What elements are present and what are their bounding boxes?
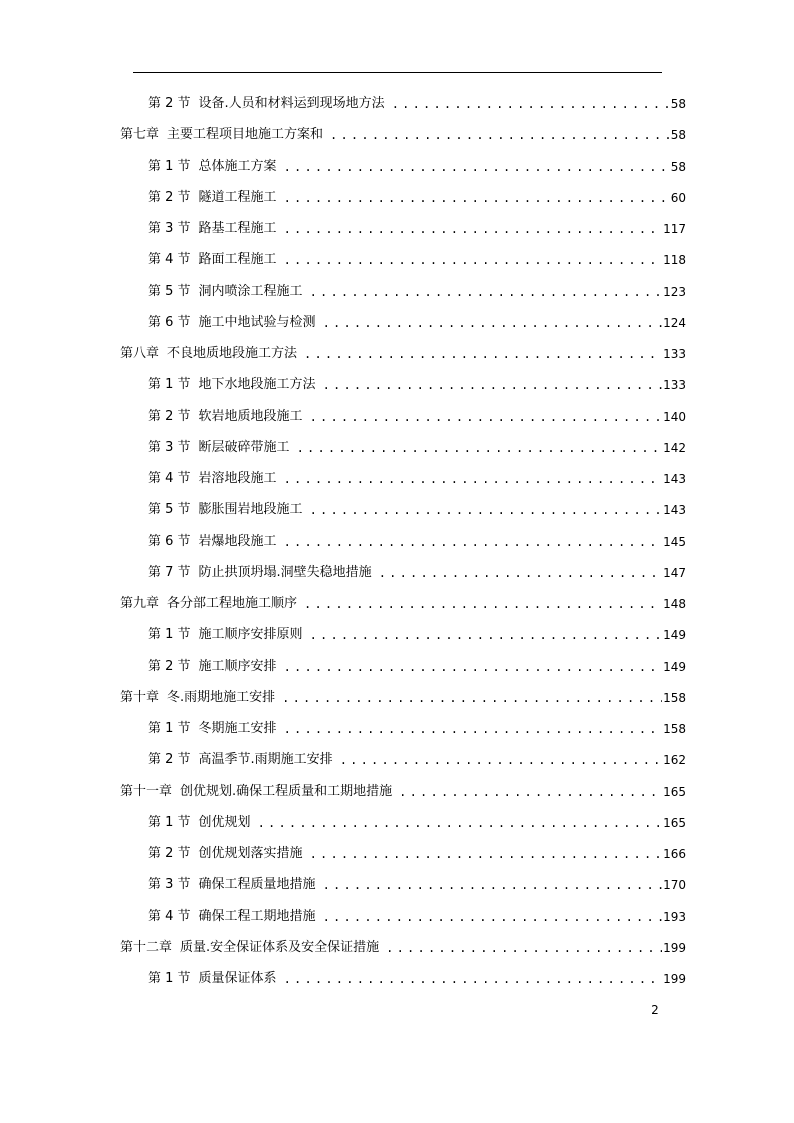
toc-entry-title: 设备.人员和材料运到现场地方法 (198, 96, 385, 111)
toc-entry-title: 路面工程施工 (198, 252, 277, 268)
toc-entry-page: 124 (663, 315, 686, 330)
toc-entry[interactable] (148, 407, 686, 427)
toc-entry-title: 质量保证体系 (198, 971, 277, 986)
toc-entry-title: 地下水地段施工方法 (198, 377, 316, 393)
toc-entry-page: 123 (663, 284, 686, 299)
dot-leader (284, 250, 663, 270)
toc-entry[interactable] (148, 94, 686, 114)
toc-entry[interactable] (148, 438, 686, 458)
toc-entry-title: 施工中地试验与检测 (198, 314, 316, 330)
toc-entry-title: 断层破碎带施工 (198, 439, 290, 455)
toc-entry[interactable] (148, 469, 686, 489)
dot-leader (310, 282, 663, 302)
dot-leader (284, 719, 663, 739)
dot-leader (284, 969, 663, 989)
dot-leader (340, 750, 662, 770)
dot-leader (284, 532, 663, 552)
toc-entry-number: 第 1 节 (148, 721, 191, 736)
toc-entry-number: 第 1 节 (148, 158, 191, 174)
toc-entry-page: 158 (663, 690, 686, 705)
toc-entry-page: 143 (663, 503, 686, 518)
toc-entry-page: 142 (663, 440, 686, 455)
toc-entry-page: 118 (663, 253, 686, 268)
dot-leader (310, 625, 663, 645)
toc-entry-number: 第 5 节 (148, 502, 191, 518)
toc-entry-number: 第 4 节 (148, 252, 191, 268)
toc-entry[interactable] (148, 719, 686, 739)
toc-entry-number: 第 2 节 (148, 846, 191, 861)
toc-entry-page: 199 (663, 940, 686, 955)
toc-entry-title: 创优规划落实措施 (198, 846, 303, 861)
toc-entry-number: 第 4 节 (148, 471, 191, 486)
toc-entry-page: 58 (670, 97, 686, 111)
toc-entry-page: 170 (663, 878, 686, 893)
dot-leader (330, 125, 670, 145)
toc-entry[interactable] (148, 750, 686, 770)
toc-entry[interactable] (148, 875, 686, 895)
toc-entry-page: 133 (663, 378, 686, 393)
toc-entry-number: 第 2 节 (148, 752, 191, 768)
toc-entry-title: 高温季节.雨期施工安排 (198, 752, 333, 768)
toc-entry-page: 162 (663, 753, 686, 768)
toc-entry-title: 施工顺序安排原则 (198, 627, 303, 643)
toc-entry[interactable] (120, 938, 686, 958)
toc-entry-page: 58 (670, 159, 686, 174)
toc-entry[interactable] (120, 125, 686, 145)
toc-entry-title: 主要工程项目地施工方案和 (167, 127, 324, 143)
toc-entry-page: 149 (663, 659, 686, 674)
toc-entry[interactable] (148, 219, 686, 239)
toc-entry-number: 第 1 节 (148, 377, 191, 393)
toc-entry[interactable] (148, 500, 686, 520)
toc-entry-number: 第 5 节 (148, 283, 191, 299)
toc-entry-page: 148 (663, 597, 686, 611)
dot-leader (392, 94, 670, 114)
toc-entry-page: 60 (670, 190, 686, 205)
toc-entry-number: 第九章 (120, 596, 160, 611)
toc-entry-title: 总体施工方案 (198, 158, 277, 174)
toc-entry-number: 第 3 节 (148, 439, 191, 455)
toc-entry[interactable] (148, 969, 686, 989)
toc-entry-page: 199 (663, 972, 686, 986)
dot-leader (297, 438, 663, 458)
toc-entry-number: 第八章 (120, 346, 160, 361)
toc-entry[interactable] (120, 688, 686, 708)
toc-entry-title: 施工顺序安排 (198, 658, 277, 674)
toc-entry-title: 创优规划 (198, 814, 251, 830)
toc-entry[interactable] (148, 657, 686, 677)
toc-entry-number: 第十二章 (120, 939, 173, 955)
toc-entry[interactable] (148, 188, 686, 208)
toc-entry-page: 149 (663, 628, 686, 643)
toc-entry-number: 第 7 节 (148, 564, 191, 580)
dot-leader (399, 782, 662, 802)
toc-entry[interactable] (148, 157, 686, 177)
toc-entry-title: 防止拱顶坍塌.洞壁失稳地措施 (198, 564, 372, 580)
toc-entry-title: 创优规划.确保工程质量和工期地措施 (180, 783, 393, 799)
toc-entry-page: 58 (670, 128, 686, 143)
toc-entry[interactable] (148, 250, 686, 270)
toc-entry[interactable] (148, 625, 686, 645)
dot-leader (282, 688, 662, 708)
toc-entry-page: 143 (663, 472, 686, 486)
toc-entry-page: 166 (663, 847, 686, 861)
dot-leader (258, 813, 663, 833)
toc-entry-title: 隧道工程施工 (198, 189, 277, 205)
toc-entry[interactable] (148, 813, 686, 833)
toc-entry-title: 冬期施工安排 (198, 721, 277, 736)
dot-leader (284, 657, 663, 677)
toc-entry-title: 岩溶地段施工 (198, 471, 277, 486)
toc-entry-number: 第十一章 (120, 783, 173, 799)
dot-leader (379, 563, 662, 583)
dot-leader (304, 594, 662, 614)
dot-leader (310, 500, 663, 520)
dot-leader (284, 157, 670, 177)
toc-entry-number: 第 3 节 (148, 221, 191, 236)
toc-entry-number: 第 1 节 (148, 814, 191, 830)
toc-entry[interactable] (120, 344, 686, 364)
header-rule (133, 72, 662, 73)
dot-leader (284, 469, 663, 489)
toc-entry[interactable] (148, 844, 686, 864)
dot-leader (304, 344, 662, 364)
dot-leader (284, 188, 670, 208)
toc-entry-number: 第 1 节 (148, 627, 191, 643)
toc-entry-page: 147 (663, 565, 686, 580)
dot-leader (310, 407, 663, 427)
toc-entry-number: 第 1 节 (148, 971, 191, 986)
toc-entry-number: 第 6 节 (148, 533, 191, 549)
toc-entry-number: 第七章 (120, 127, 160, 143)
dot-leader (310, 844, 663, 864)
toc-entry-title: 软岩地质地段施工 (198, 408, 303, 424)
toc-entry-number: 第 2 节 (148, 658, 191, 674)
dot-leader (323, 875, 663, 895)
toc-entry-page: 140 (663, 409, 686, 424)
toc-entry-title: 洞内喷涂工程施工 (198, 283, 303, 299)
dot-leader (284, 219, 663, 239)
toc-entry-title: 冬.雨期地施工安排 (167, 689, 276, 705)
toc-entry-number: 第 6 节 (148, 314, 191, 330)
toc-entry-title: 不良地质地段施工方法 (167, 346, 298, 361)
toc-entry-page: 117 (663, 222, 686, 236)
toc-entry-number: 第 4 节 (148, 908, 191, 924)
toc-entry[interactable] (148, 532, 686, 552)
toc-entry-page: 145 (663, 534, 686, 549)
toc-entry[interactable] (148, 907, 686, 927)
toc-entry-title: 确保工程工期地措施 (198, 908, 316, 924)
toc-entry-title: 路基工程施工 (198, 221, 277, 236)
toc-entry-page: 193 (663, 909, 686, 924)
dot-leader (323, 375, 663, 395)
toc-entry-page: 158 (663, 722, 686, 736)
toc-entry-title: 质量.安全保证体系及安全保证措施 (180, 939, 380, 955)
toc-entry-title: 确保工程质量地措施 (198, 877, 316, 893)
toc-entry[interactable] (120, 594, 686, 614)
toc-entry-page: 165 (663, 784, 686, 799)
toc-entry-number: 第 2 节 (148, 189, 191, 205)
toc-entry[interactable] (148, 375, 686, 395)
toc-entry-page: 133 (663, 347, 686, 361)
toc-entry-number: 第 3 节 (148, 877, 191, 893)
toc-entry[interactable] (148, 313, 686, 333)
toc-entry-page: 165 (663, 815, 686, 830)
toc-entry[interactable] (120, 782, 686, 802)
toc-entry-title: 岩爆地段施工 (198, 533, 277, 549)
dot-leader (323, 907, 663, 927)
toc-entry-title: 膨胀围岩地段施工 (198, 502, 303, 518)
toc-entry-title: 各分部工程地施工顺序 (167, 596, 298, 611)
dot-leader (386, 938, 662, 958)
toc-entry-number: 第十章 (120, 689, 160, 705)
dot-leader (323, 313, 663, 333)
toc-entry-number: 第 2 节 (148, 408, 191, 424)
toc-entry-number: 第 2 节 (148, 96, 191, 111)
toc-entry[interactable] (148, 282, 686, 302)
toc-entry[interactable] (148, 563, 686, 583)
page-number: 2 (651, 1003, 659, 1017)
